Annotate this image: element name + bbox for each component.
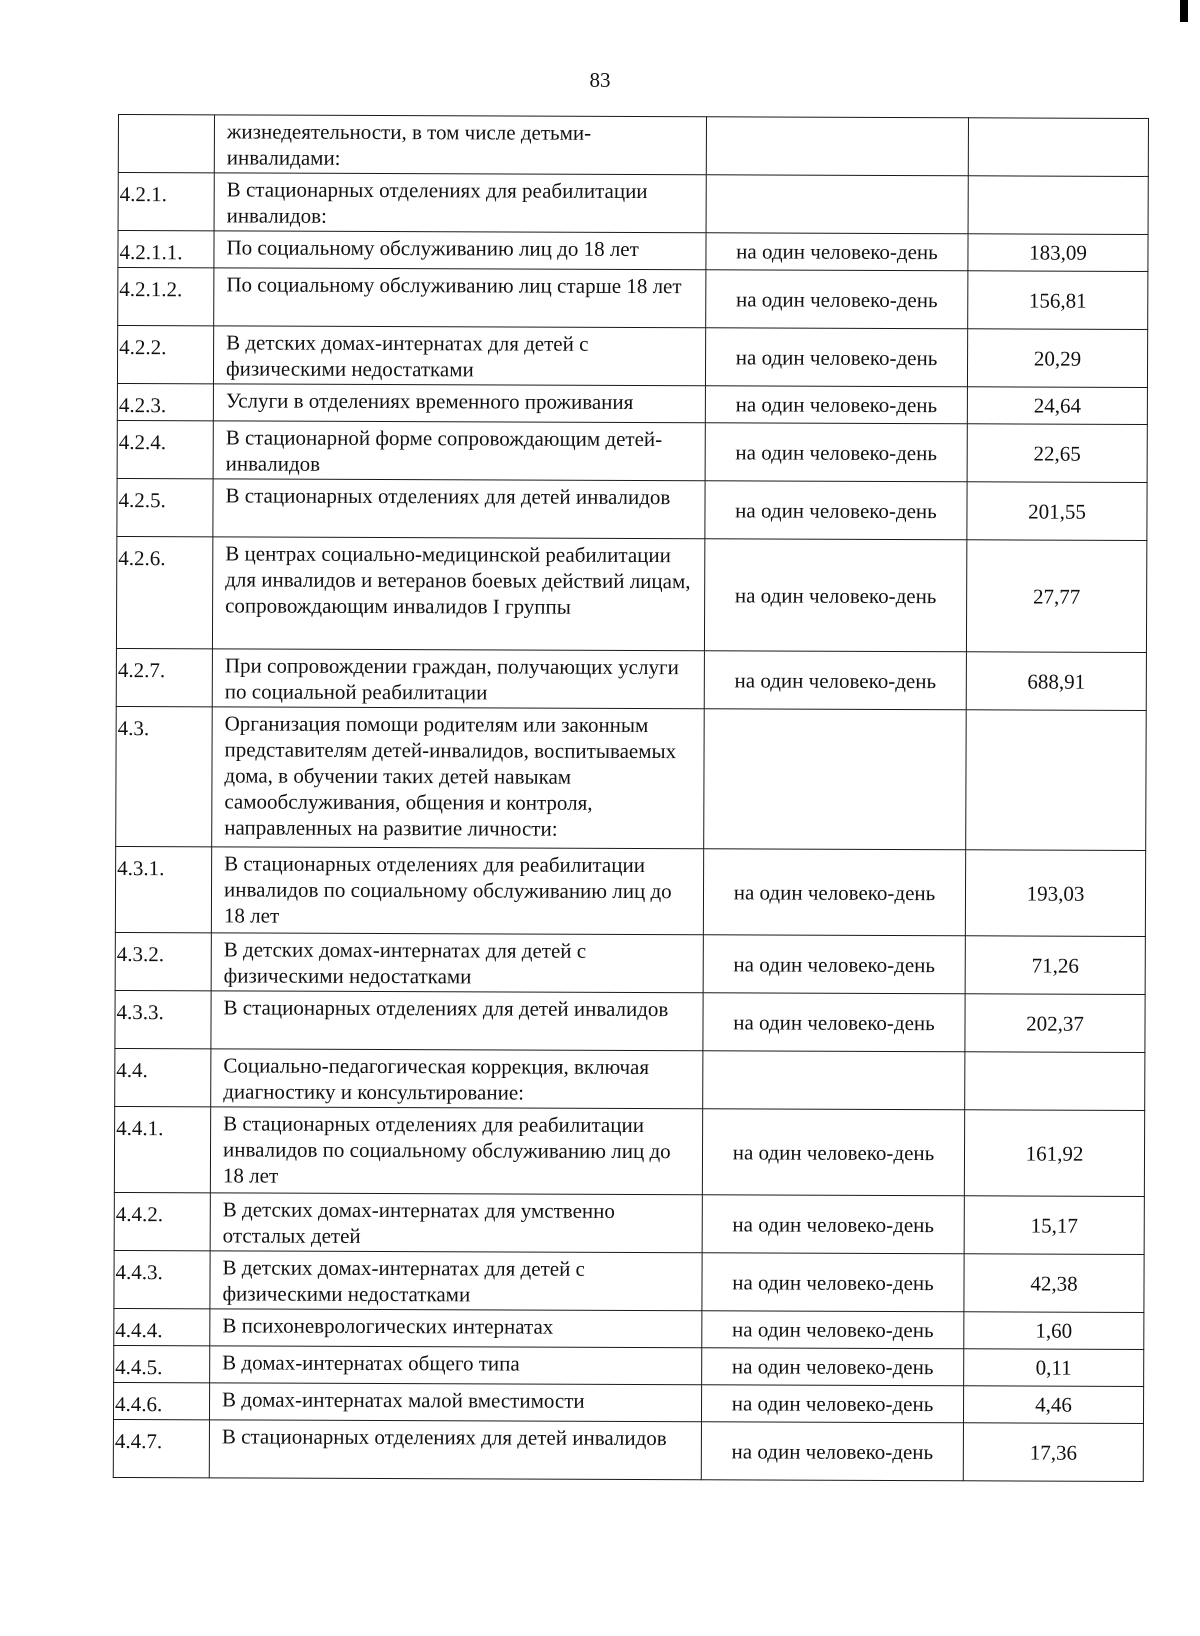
service-name: В стационарных отделениях для реабилитации инвалидов:: [214, 173, 706, 233]
table-row: [117, 478, 1147, 540]
service-name: жизнедеятельности, в том числе детьми-инвалидами:: [214, 115, 706, 175]
table-row: [114, 1308, 1144, 1349]
row-number: 4.2.6.: [116, 536, 212, 648]
price-cell: 1,60: [964, 1312, 1144, 1350]
unit-cell: на один человеко-день: [705, 481, 967, 540]
row-number: 4.3.: [116, 706, 213, 846]
table-row: [115, 932, 1145, 994]
unit-cell: на один человеко-день: [705, 423, 967, 482]
table-row: [118, 268, 1148, 330]
price-cell: 42,38: [964, 1254, 1144, 1313]
table-row: [118, 115, 1148, 177]
row-number: 4.2.1.1.: [118, 231, 214, 268]
table-row: [113, 1419, 1143, 1481]
table-row: [115, 1048, 1145, 1110]
table-row: [114, 1192, 1144, 1254]
price-cell: [965, 1052, 1145, 1111]
row-number: 4.3.2.: [115, 932, 211, 990]
table-row: [115, 990, 1145, 1052]
unit-cell: на один человеко-день: [702, 1195, 964, 1254]
service-name: В стационарной форме сопровождающим детей-инвалидов: [213, 421, 705, 481]
price-cell: 17,36: [963, 1423, 1143, 1482]
service-name: В детских домах-интернатах для детей с физическими недостатками: [213, 326, 705, 386]
row-number: 4.4.7.: [113, 1419, 209, 1477]
unit-cell: на один человеко-день: [703, 935, 965, 994]
row-number: 4.2.5.: [117, 478, 213, 536]
unit-cell: на один человеко-день: [702, 1311, 964, 1349]
table-row: [114, 1250, 1144, 1312]
unit-cell: на один человеко-день: [705, 328, 967, 387]
table-row: [116, 536, 1146, 652]
service-name: В стационарных отделениях для детей инвалидов: [209, 1420, 701, 1480]
row-number: 4.2.7.: [116, 648, 212, 706]
table-row: [114, 1106, 1144, 1196]
service-name: По социальному обслуживанию лиц до 18 лет: [214, 231, 706, 270]
unit-cell: на один человеко-день: [704, 539, 966, 652]
service-name: В психоневрологических интернатах: [210, 1309, 702, 1348]
price-cell: 4,46: [963, 1386, 1143, 1424]
service-name: В стационарных отделениях для детей инвалидов: [211, 991, 703, 1051]
service-name: По социальному обслуживанию лиц старше 18 лет: [214, 268, 706, 328]
table-row: [117, 326, 1147, 388]
service-name: В стационарных отделениях для реабилитации инвалидов по социальному обслуживанию лиц до 18 лет: [210, 1107, 702, 1195]
price-cell: 0,11: [964, 1349, 1144, 1387]
price-cell: 71,26: [965, 936, 1145, 995]
price-cell: 161,92: [964, 1110, 1144, 1197]
unit-cell: на один человеко-день: [705, 386, 967, 424]
price-cell: 156,81: [968, 271, 1148, 330]
page-number: 83: [589, 68, 611, 92]
service-name: Социально-педагогическая коррекция, включая диагностику и консультирование:: [211, 1049, 703, 1109]
unit-cell: на один человеко-день: [703, 993, 965, 1052]
row-number: 4.2.3.: [117, 383, 213, 420]
price-cell: 22,65: [967, 424, 1147, 483]
unit-cell: [704, 709, 967, 850]
service-name: Организация помощи родителям или законным представителям детей-инвалидов, воспитываемых дома, в обучении таких детей навыкам самообслуживания, общения и контроля, направленных на развитие личности:: [212, 707, 705, 849]
unit-cell: на один человеко-день: [706, 233, 968, 271]
scan-corner-mark: [1180, 0, 1188, 22]
row-number: [118, 115, 214, 173]
table-row: [113, 1382, 1143, 1423]
unit-cell: на один человеко-день: [702, 1109, 964, 1196]
services-table: [113, 114, 1149, 1482]
price-cell: 201,55: [967, 482, 1147, 541]
price-cell: 202,37: [965, 994, 1145, 1053]
row-number: 4.4.3.: [114, 1250, 210, 1308]
service-name: В домах-интернатах малой вместимости: [209, 1383, 701, 1422]
table-row: [118, 173, 1148, 235]
row-number: 4.4.2.: [114, 1192, 210, 1250]
row-number: 4.2.1.2.: [118, 268, 214, 326]
table-row: [114, 1345, 1144, 1386]
table-row: [115, 846, 1145, 936]
unit-cell: на один человеко-день: [704, 651, 966, 710]
unit-cell: [706, 175, 968, 234]
table-row: [116, 648, 1146, 710]
table-row: [116, 706, 1147, 850]
row-number: 4.4.6.: [113, 1382, 209, 1419]
table-row: [117, 383, 1147, 424]
price-cell: 183,09: [968, 234, 1148, 272]
price-cell: [968, 118, 1148, 177]
table-row: [117, 420, 1147, 482]
service-name: В домах-интернатах общего типа: [210, 1346, 702, 1385]
row-number: 4.2.2.: [117, 326, 213, 384]
row-number: 4.3.3.: [115, 990, 211, 1048]
price-cell: [966, 710, 1147, 851]
service-name: Услуги в отделениях временного проживания: [213, 384, 705, 423]
price-cell: 24,64: [967, 387, 1147, 425]
unit-cell: на один человеко-день: [706, 270, 968, 329]
service-name: В детских домах-интернатах для детей с физическими недостатками: [210, 1251, 702, 1311]
price-cell: [968, 176, 1148, 235]
row-number: 4.3.1.: [115, 846, 211, 932]
row-number: 4.4.: [115, 1048, 211, 1106]
unit-cell: на один человеко-день: [703, 849, 965, 936]
service-name: В детских домах-интернатах для детей с физическими недостатками: [211, 933, 703, 993]
service-name: В стационарных отделениях для детей инвалидов: [213, 479, 705, 539]
price-cell: 27,77: [966, 540, 1146, 653]
service-name: В стационарных отделениях для реабилитации инвалидов по социальному обслуживанию лиц до 18 лет: [211, 847, 703, 935]
unit-cell: на один человеко-день: [701, 1422, 963, 1481]
row-number: 4.2.4.: [117, 420, 213, 478]
unit-cell: на один человеко-день: [702, 1348, 964, 1386]
price-cell: 193,03: [965, 850, 1145, 937]
table-row: [118, 231, 1148, 272]
row-number: 4.4.1.: [114, 1106, 210, 1192]
row-number: 4.4.5.: [114, 1345, 210, 1382]
service-name: В детских домах-интернатах для умственно отсталых детей: [210, 1193, 702, 1253]
unit-cell: [703, 1051, 965, 1110]
price-cell: 15,17: [964, 1196, 1144, 1255]
price-cell: 20,29: [967, 329, 1147, 388]
unit-cell: на один человеко-день: [701, 1385, 963, 1423]
price-cell: 688,91: [966, 652, 1146, 711]
service-name: В центрах социально-медицинской реабилитации для инвалидов и ветеранов боевых действий лицам, сопровождающим инвалидов I группы: [212, 537, 704, 651]
unit-cell: [706, 117, 968, 176]
unit-cell: на один человеко-день: [702, 1253, 964, 1312]
service-name: При сопровождении граждан, получающих услуги по социальной реабилитации: [212, 649, 704, 709]
row-number: 4.2.1.: [118, 173, 214, 231]
row-number: 4.4.4.: [114, 1308, 210, 1345]
